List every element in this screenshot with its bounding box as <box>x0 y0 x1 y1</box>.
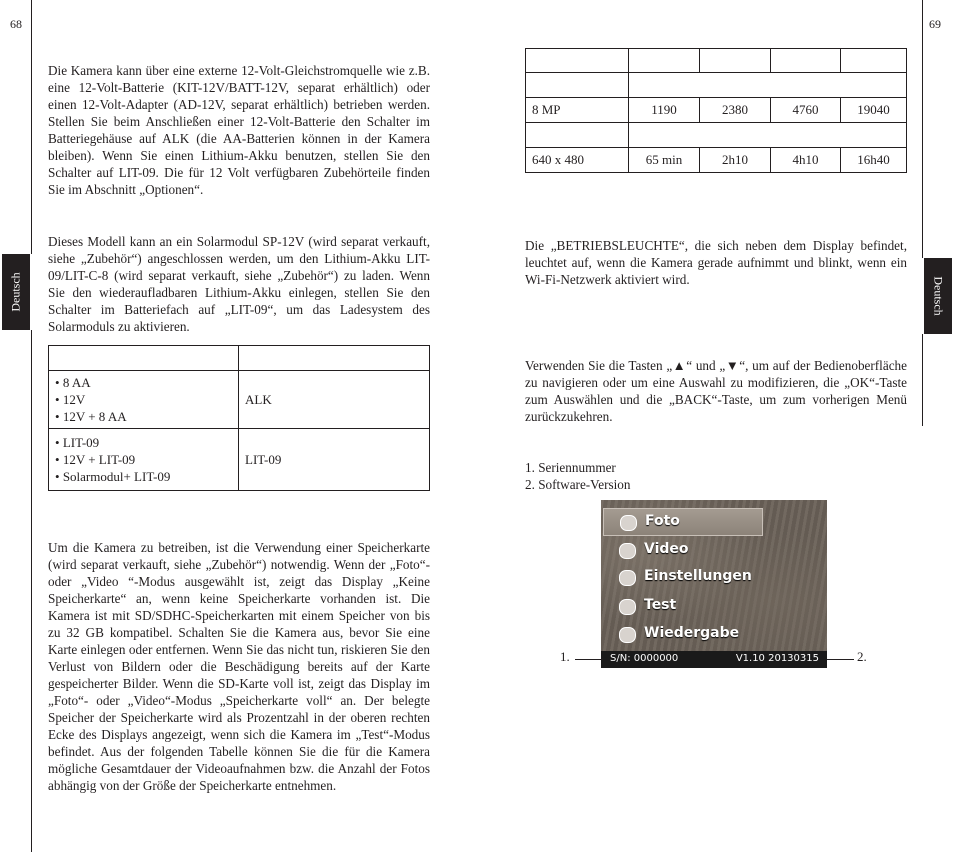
photo-resolution-cell: 8 MP <box>526 98 629 123</box>
navigation-keys-paragraph: Verwenden Sie die Tasten „▲“ und „▼“, um auf der Bedienoberfläche zu navigieren oder um eine Auswahl zu modifizieren, die „OK“-Taste zum Auswählen und die „BACK“-Taste, um zum vorherigen Menü zurückzukehren. <box>525 358 907 424</box>
software-version: V1.10 20130315 <box>735 653 819 664</box>
power-source-item: • 8 AA <box>55 374 232 391</box>
margin-rule-right-top <box>922 0 923 258</box>
language-tab-right <box>924 258 952 334</box>
menu-item-video <box>603 537 761 563</box>
video-duration-cell: 2h10 <box>700 148 771 173</box>
callout-2: 2. <box>857 649 867 664</box>
language-tab-label: Deutsch <box>8 272 23 312</box>
switch-setting-cell: LIT-09 <box>239 429 430 491</box>
power-table-header-setting <box>239 346 430 371</box>
page-number-left: 68 <box>10 17 22 31</box>
legend-item: 2. Software-Version <box>525 477 631 492</box>
serial-number: S/N: 0000000 <box>610 653 679 664</box>
legend-item: 1. Seriennummer <box>525 460 616 475</box>
card-capacity-table <box>525 48 907 173</box>
video-resolution-cell: 640 x 480 <box>526 148 629 173</box>
power-switch-table <box>48 345 430 491</box>
margin-rule-right-bottom <box>922 334 923 426</box>
photo-count-cell: 1190 <box>629 98 700 123</box>
capacity-header-row <box>526 49 907 73</box>
video-icon <box>619 543 636 559</box>
power-table-row <box>49 371 430 429</box>
power-source-item: • 12V + 8 AA <box>55 408 232 425</box>
menu-item-label: Wiedergabe <box>644 625 740 641</box>
video-duration-cell: 65 min <box>629 148 700 173</box>
menu-item-label: Video <box>644 541 689 557</box>
capacity-video-row <box>526 148 907 173</box>
power-table-row <box>49 429 430 491</box>
playback-icon <box>619 627 636 643</box>
external-power-paragraph: Die Kamera kann über eine externe 12-Volt-Gleichstromquelle wie z.B. eine 12-Volt-Batterie (KIT-12V/BATT-12V, separat erhältlich) oder einen 12-Volt-Adapter (AD-12V, separat erhältlich) betrieben werden. Stellen Sie beim Anschließen einer 12-Volt-Batterie den Schalter im Batteriegehäuse auf ALK (die AA-Batterien können in der Kamera bleiben). Wenn Sie einen Lithium-Akku benutzen, stellen Sie den Schalter auf LIT-09. Die für 12 Volt verfügbaren Zubehörteile finden Sie im Abschnitt „Optionen“. <box>48 63 430 197</box>
menu-item-label: Foto <box>645 513 680 529</box>
menu-item-test <box>603 593 761 619</box>
callout-1-line <box>575 659 603 660</box>
solar-panel-paragraph: Dieses Modell kann an ein Solarmodul SP-12V (wird separat verkauft, siehe „Zubehör“) angeschlossen werden, um den Lithium-Akku LIT-09/LIT-C-8 (wird separat verkauft, siehe „Zubehör“) zu laden. Wenn Sie den wiederaufladbaren Lithium-Akku einlegen, stellen Sie den Schalter im Batteriefach auf „LIT-09“, um das Ladesystem des Solarmoduls zu aktivieren. <box>48 234 430 334</box>
power-source-item: • Solarmodul+ LIT-09 <box>55 468 232 485</box>
photo-count-cell: 2380 <box>700 98 771 123</box>
language-tab-left <box>2 254 30 330</box>
photo-count-cell: 19040 <box>841 98 907 123</box>
power-table-header <box>49 346 430 371</box>
capacity-photo-header-row <box>526 73 907 98</box>
menu-item-wiedergabe <box>603 621 761 647</box>
video-duration-cell: 16h40 <box>841 148 907 173</box>
status-light-paragraph: Die „BETRIEBSLEUCHTE“, die sich neben dem Display befindet, leuchtet auf, wenn die Kamera gerade aufnimmt und blinkt, wenn ein Wi-Fi-Netzwerk aktiviert wird. <box>525 238 907 287</box>
photo-count-cell: 4760 <box>771 98 841 123</box>
language-tab-label: Deutsch <box>931 276 946 316</box>
video-duration-cell: 4h10 <box>771 148 841 173</box>
capacity-photo-row <box>526 98 907 123</box>
menu-item-einstellungen <box>603 564 761 590</box>
callout-2-line <box>827 659 854 660</box>
menu-item-label: Einstellungen <box>644 568 752 584</box>
camera-menu-screen <box>601 500 827 668</box>
memory-card-paragraph: Um die Kamera zu betreiben, ist die Verwendung einer Speicherkarte (wird separat verkauft, siehe „Zubehör“) notwendig. Wenn der „Foto“- oder „Video “-Modus ausgewählt ist, zeigt das Display „Keine Speicherkarte“ an, wenn keine Speicherkarte vorhanden ist. Die Kamera ist mit SD/SDHC-Speicherkarten mit einem Speicher von bis zu 32 GB kompatibel. Schalten Sie die Kamera aus, bevor Sie eine Karte einlegen oder entfernen. Wenn Sie das nicht tun, riskieren Sie den Verlust von Bildern oder die Beschädigung bereits auf der Karte gespeicherter Bilder. Wenn die SD-Karte voll ist, zeigt das Display im „Foto“- oder „Video“-Modus „Speicherkarte voll“ an. Der belegte Speicher der Speicherkarte wird als Prozentzahl in der oberen rechten Ecke des Displays angezeigt, wenn sich die Kamera im „Test“-Modus befindet. Aus der folgenden Tabelle können Sie die für die Kamera mögliche Gesamtdauer der Videoaufnahmen bzw. die Anzahl der Fotos abhängig von der Größe der Speicherkarte entnehmen. <box>48 540 430 793</box>
page-number-right: 69 <box>929 17 941 31</box>
power-source-item: • 12V <box>55 391 232 408</box>
switch-setting-cell: ALK <box>239 371 430 429</box>
capacity-video-header-row <box>526 123 907 148</box>
callout-1: 1. <box>560 649 570 664</box>
power-source-cell <box>49 429 239 491</box>
margin-rule-left-bottom <box>31 330 32 852</box>
power-source-item: • 12V + LIT-09 <box>55 451 232 468</box>
power-source-cell <box>49 371 239 429</box>
screen-status-bar <box>601 651 827 668</box>
menu-item-label: Test <box>644 597 677 613</box>
screen-legend-list <box>525 459 725 493</box>
margin-rule-left-top <box>31 0 32 254</box>
camera-icon <box>620 515 637 531</box>
settings-icon <box>619 570 636 586</box>
menu-item-foto <box>603 508 763 536</box>
signal-icon <box>619 599 636 615</box>
power-table-header-source <box>49 346 239 371</box>
power-source-item: • LIT-09 <box>55 434 232 451</box>
